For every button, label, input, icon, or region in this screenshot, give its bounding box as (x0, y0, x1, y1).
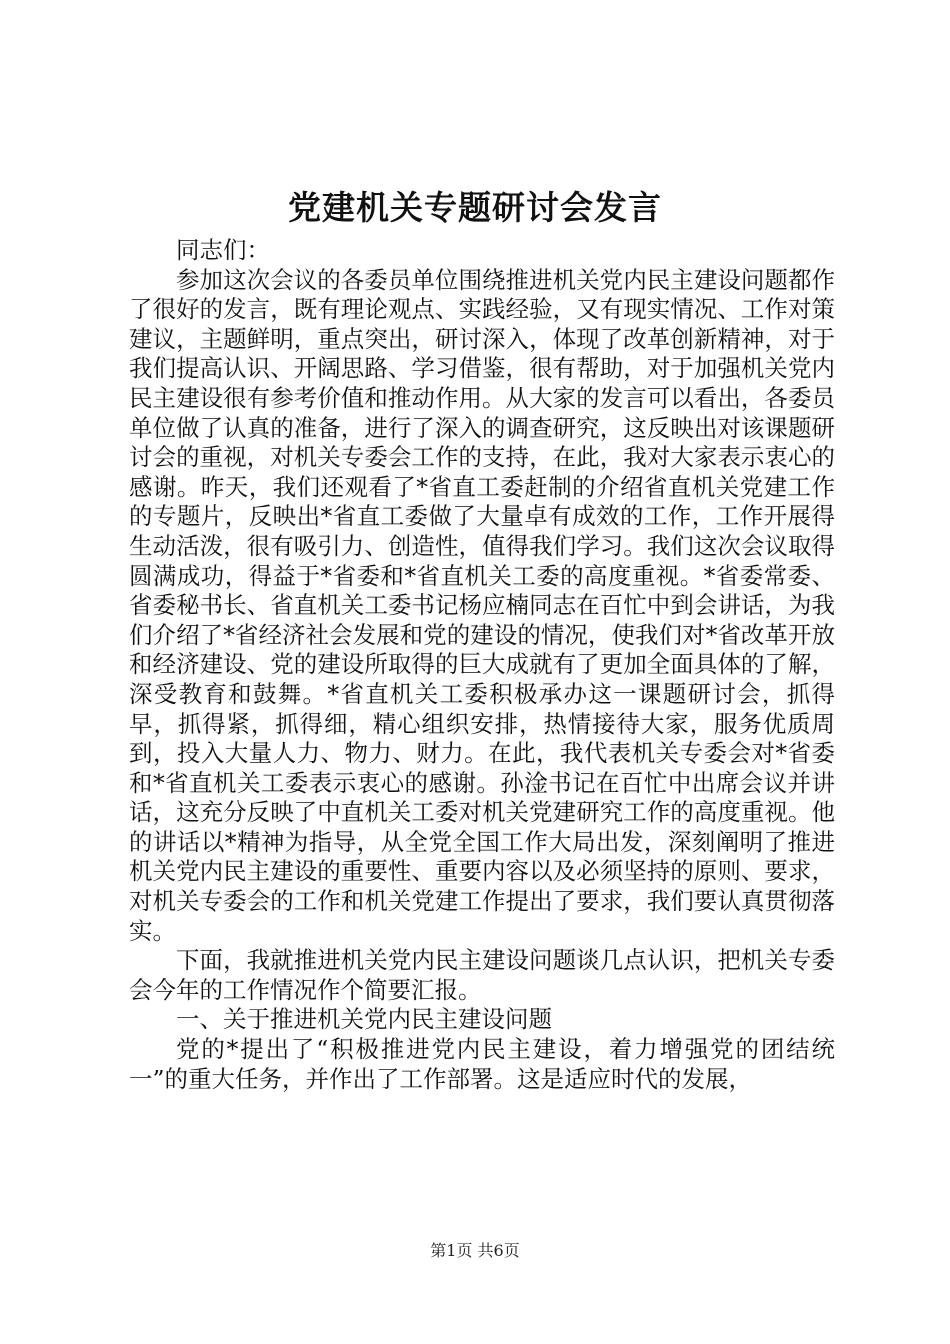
paragraph-transition: 下面，我就推进机关党内民主建设问题谈几点认识，把机关专委会今年的工作情况作个简要汇报。 (129, 946, 835, 1004)
document-body (129, 236, 835, 1094)
page-footer: 第1页 共6页 (430, 1241, 520, 1260)
paragraph-section-1: 党的*提出了“积极推进党内民主建设，着力增强党的团结统一”的重大任务，并作出了工作部署。这是适应时代的发展， (129, 1035, 835, 1093)
document-title: 党建机关专题研讨会发言 (288, 188, 662, 227)
paragraph-opening: 参加这次会议的各委员单位围绕推进机关党内民主建设问题都作了很好的发言，既有理论观点、实践经验，又有现实情况、工作对策建议，主题鲜明，重点突出，研讨深入，体现了改革创新精神，对于我们提高认识、开阔思路、学习借鉴，很有帮助，对于加强机关党内民主建设很有参考价值和推动作用。从大家的发言可以看出，各委员单位做了认真的准备，进行了深入的调查研究，这反映出对该课题研讨会的重视，对机关专委会工作的支持，在此，我对大家表示衷心的感谢。昨天，我们还观看了*省直工委赶制的介绍省直机关党建工作的专题片，反映出*省直工委做了大量卓有成效的工作，工作开展得生动活泼，很有吸引力、创造性，值得我们学习。我们这次会议取得圆满成功，得益于*省委和*省直机关工委的高度重视。*省委常委、省委秘书长、省直机关工委书记杨应楠同志在百忙中到会讲话，为我们介绍了*省经济社会发展和党的建设的情况，使我们对*省改革开放和经济建设、党的建设所取得的巨大成就有了更加全面具体的了解，深受教育和鼓舞。*省直机关工委积极承办这一课题研讨会，抓得早，抓得紧，抓得细，精心组织安排，热情接待大家，服务优质周到，投入大量人力、物力、财力。在此，我代表机关专委会对*省委和*省直机关工委表示衷心的感谢。孙淦书记在百忙中出席会议并讲话，这充分反映了中直机关工委对机关党建研究工作的高度重视。他的讲话以*精神为指导，从全党全国工作大局出发，深刻阐明了推进机关党内民主建设的重要性、重要内容以及必须坚持的原则、要求，对机关专委会的工作和机关党建工作提出了要求，我们要认真贯彻落实。 (129, 265, 835, 945)
salutation: 同志们： (176, 236, 270, 264)
section-heading-1: 一、关于推进机关党内民主建设问题 (176, 1005, 552, 1034)
